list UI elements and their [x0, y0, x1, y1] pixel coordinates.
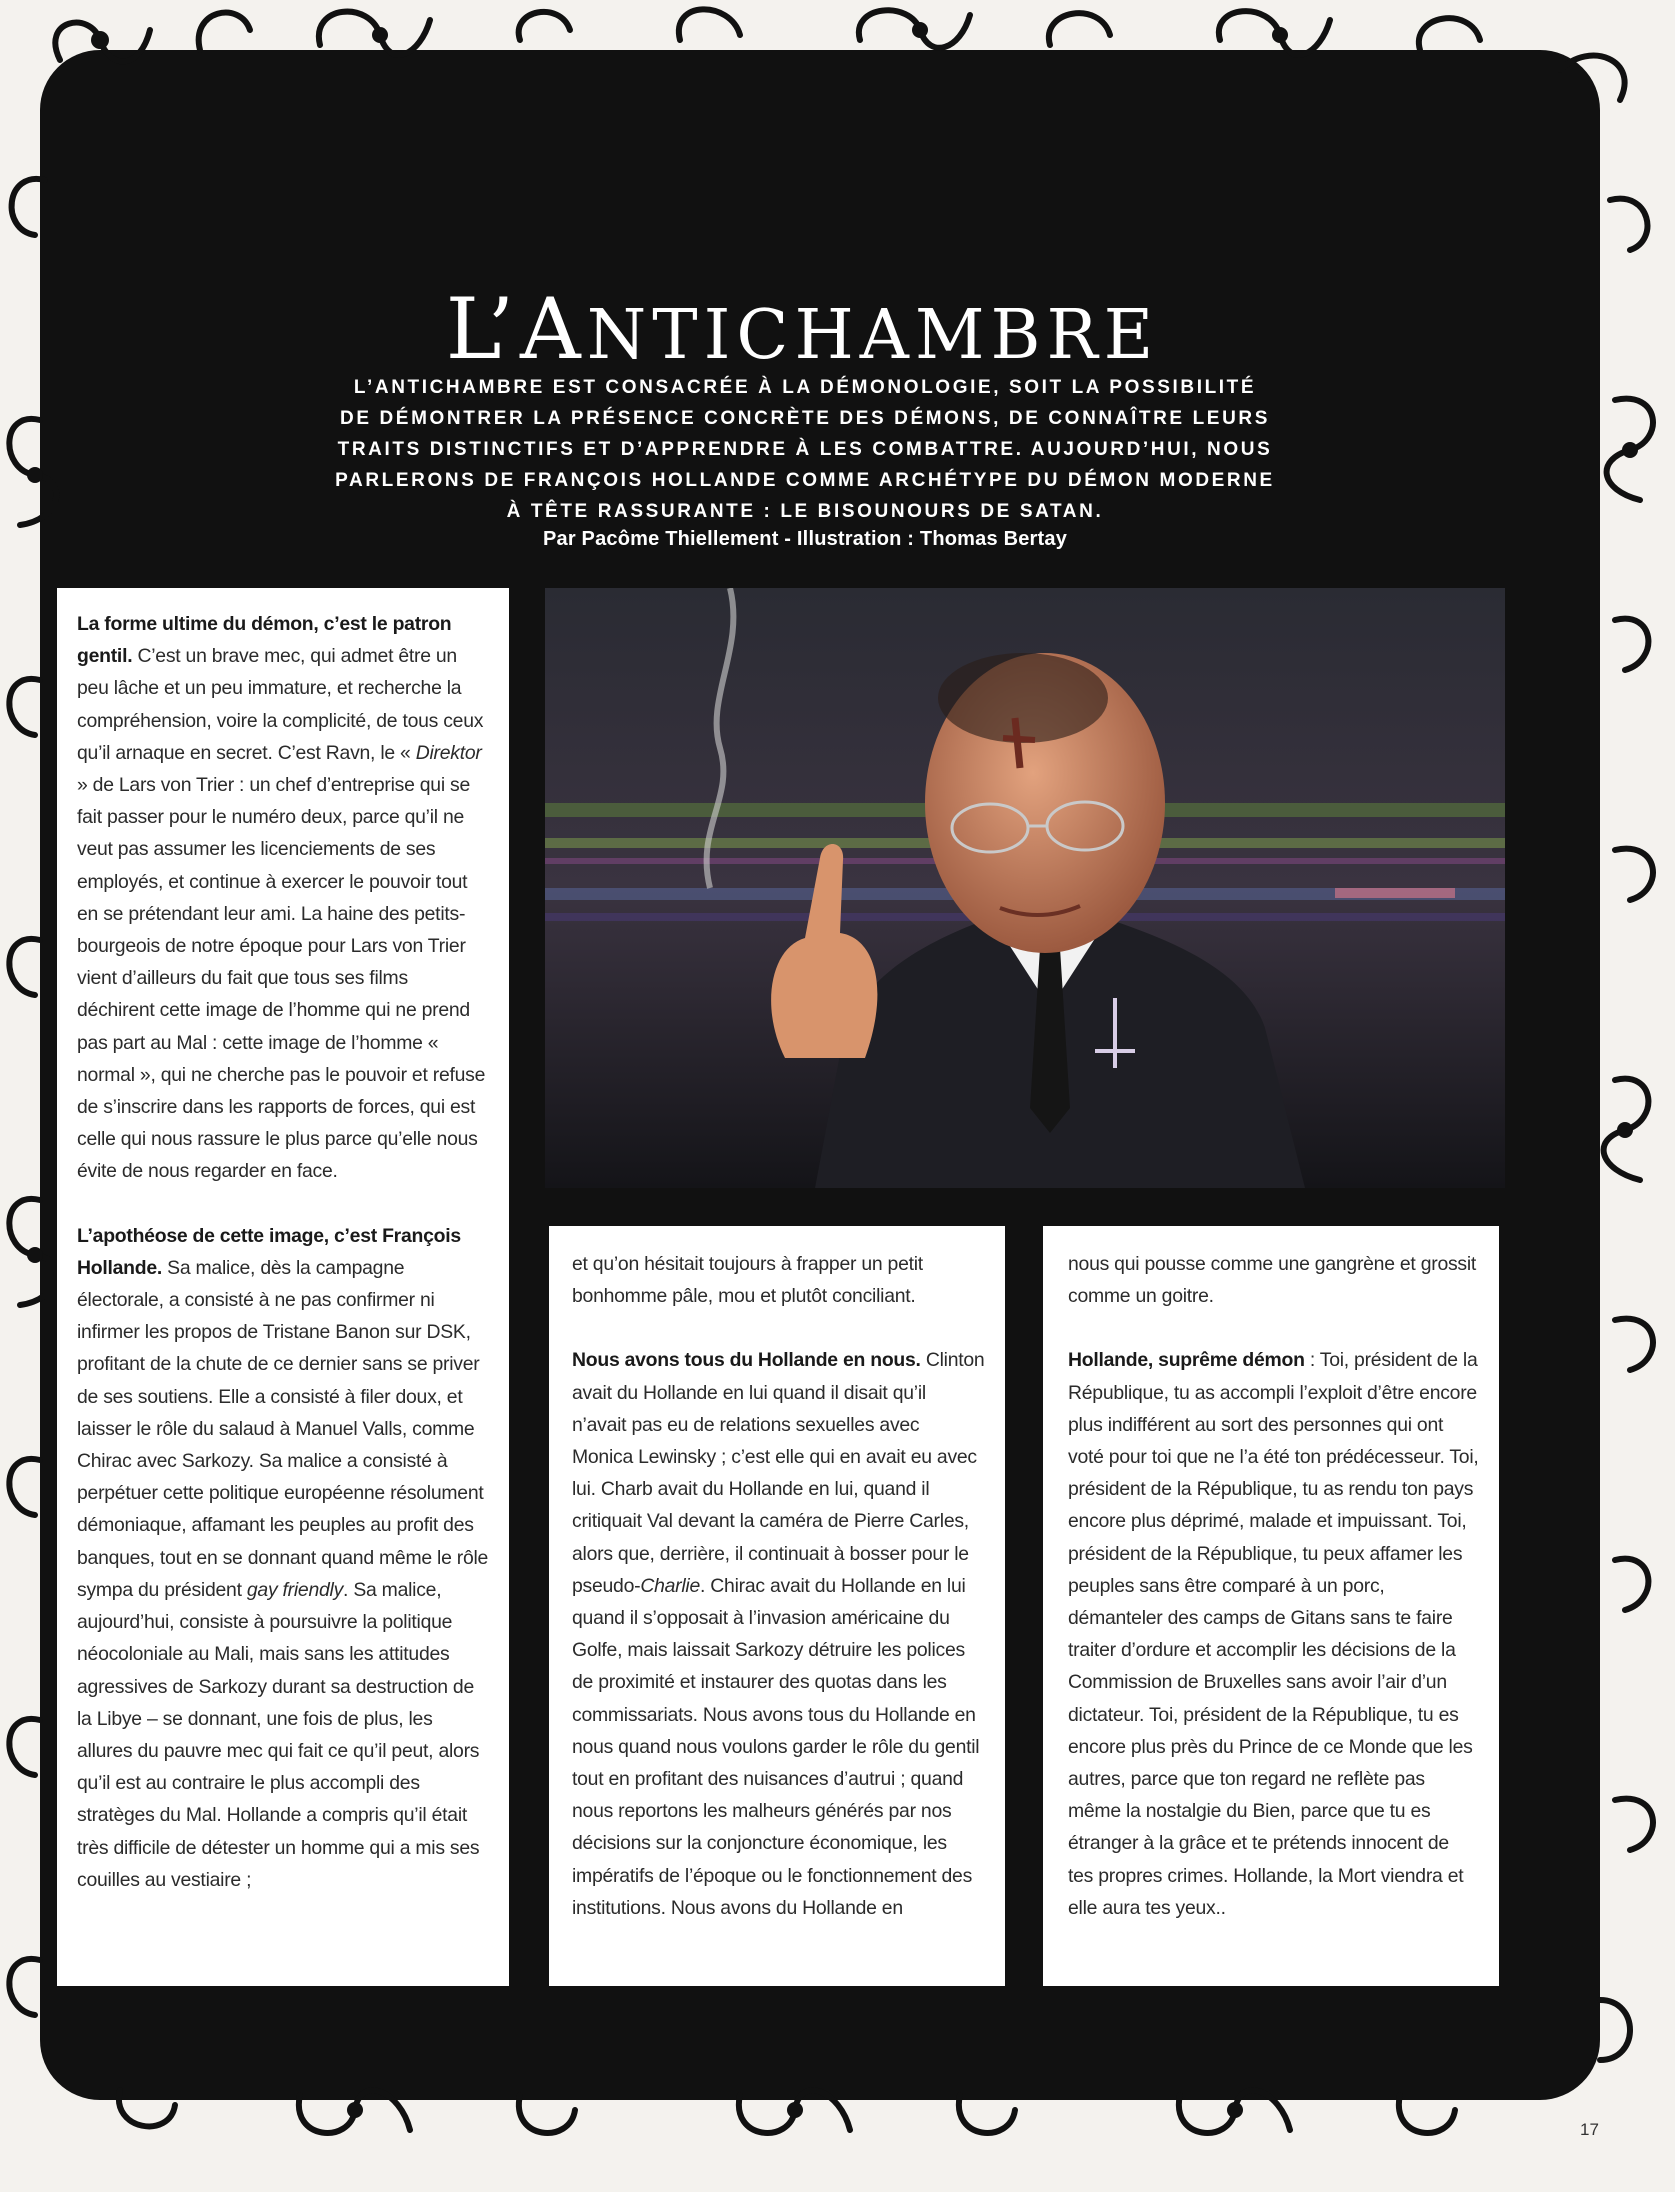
- paragraph: [1068, 1344, 1479, 1924]
- article-column-2: [549, 1226, 1005, 1986]
- deck-line: L’ANTICHAMBRE EST CONSACRÉE À LA DÉMONOLOGIE, SOIT LA POSSIBILITÉ: [353, 377, 1257, 398]
- paragraph: [572, 1344, 985, 1924]
- lead-in: L’apothéose de cette image, c’est François Hollande.: [77, 1224, 461, 1279]
- deck-line: À TÊTE RASSURANTE : LE BISOUNOURS DE SATAN.: [506, 501, 1104, 522]
- body-text: Clinton avait du Hollande en lui quand il disait qu’il n’avait pas eu de relations sexuelles avec Monica Lewinsky ; c’est elle qui en avait eu avec lui. Charb avait du Hollande en lui, quand il critiquait Val devant la caméra de Pierre Carles, alors que, derrière, il continuait à bosser pour le pseudo-: [572, 1349, 985, 1597]
- page-title: L’ANTICHAMBRE: [445, 280, 1160, 378]
- body-text: . Chirac avait du Hollande en lui quand il s’opposait à l’invasion américaine du Golfe, mais laissait Sarkozy détruire les polices de proximité et instaurer des quotas dans les commissariats. Nous avons tous du Hollande en nous quand nous voulons garder le rôle du gentil tout en profitant des nuisances d’autrui ; quand nous reportons les malheurs générés par nos décisions sur la conjoncture économique, les impératifs de l’époque ou le fonctionnement des institutions. Nous avons du Hollande en: [572, 1574, 980, 1919]
- italic-text: Charlie: [640, 1574, 701, 1597]
- lead-in: La forme ultime du démon, c’est le patron gentil.: [77, 613, 452, 668]
- italic-text: gay friendly: [246, 1578, 344, 1601]
- article-column-1: [57, 588, 509, 1986]
- body-text: : Toi, président de la République, tu as accompli l’exploit d’être encore plus indifférent au sort des personnes qui ont voté pour toi que ne l’a été ton prédécesseur. Toi, président de la République, tu as rendu ton pays encore plus déprimé, malade et impuissant. Toi, président de la République, tu peux affamer les peuples sans être comparé à un porc, démanteler des camps de Gitans sans te faire traiter d’ordure et accomplir les décisions de la Commission de Bruxelles sans avoir l’air d’un dictateur. Toi, président de la République, tu es encore plus près du Prince de ce Monde que les autres, parce que ton regard ne reflète pas même la nostalgie du Bien, parce que tu es étranger à la grâce et te prétends innocent de tes propres crimes. Hollande, la Mort viendra et elle aura tes yeux..: [1068, 1349, 1479, 1919]
- page-number: 17: [1580, 2120, 1599, 2139]
- italic-text: Direktor: [415, 741, 482, 764]
- deck-line: TRAITS DISTINCTIFS ET D’APPRENDRE À LES COMBATTRE. AUJOURD’HUI, NOUS: [337, 439, 1273, 460]
- lead-in: Nous avons tous du Hollande en nous.: [572, 1349, 921, 1372]
- deck-intro: [270, 372, 1340, 527]
- deck-line: PARLERONS DE FRANÇOIS HOLLANDE COMME ARCHÉTYPE DU DÉMON MODERNE: [335, 470, 1275, 491]
- paragraph: [77, 1220, 489, 1896]
- hollande-illustration-icon: [545, 588, 1505, 1188]
- body-text: . Sa malice, aujourd’hui, consiste à poursuivre la politique néocoloniale au Mali, mais sans les attitudes agressives de Sarkozy durant sa destruction de la Libye – se donnant, une fois de plus, les allures du pauvre mec qui fait ce qu’il peut, alors qu’il est au contraire le plus accompli des stratèges du Mal. Hollande a compris qu’il était très difficile de détester un homme qui a mis ses couilles au vestiaire ;: [77, 1578, 480, 1891]
- body-text: Sa malice, dès la campagne électorale, a consisté à ne pas confirmer ni infirmer les propos de Tristane Banon sur DSK, profitant de la chute de ce dernier sans se priver de ses soutiens. Elle a consisté à filer doux, et laisser le rôle du salaud à Manuel Valls, comme Chirac avec Sarkozy. Sa malice a consisté à perpétuer cette politique européenne résolument démoniaque, affamant les peuples au profit des banques, tout en se donnant quand même le rôle sympa du président: [77, 1256, 489, 1601]
- paragraph: et qu’on hésitait toujours à frapper un petit bonhomme pâle, mou et plutôt conciliant.: [572, 1253, 923, 1308]
- paragraph: nous qui pousse comme une gangrène et grossit comme un goitre.: [1068, 1253, 1477, 1308]
- deck-line: DE DÉMONTRER LA PRÉSENCE CONCRÈTE DES DÉMONS, DE CONNAÎTRE LEURS: [340, 408, 1270, 429]
- body-text: » de Lars von Trier : un chef d’entreprise qui se fait passer pour le numéro deux, parce qu’il ne veut pas assumer les licenciements de ses employés, et continue à exercer le pouvoir tout en se prétendant leur ami. La haine des petits-bourgeois de notre époque pour Lars von Trier vient d’ailleurs du fait que tous ses films déchirent cette image de l’homme qui ne prend pas part au Mal : cette image de l’homme « normal », qui ne cherche pas le pouvoir et refuse de s’inscrire dans les rapports de forces, qui est celle qui nous rassure le plus parce qu’elle nous évite de nous regarder en face.: [77, 774, 486, 1183]
- body-text: C’est un brave mec, qui admet être un peu lâche et un peu immature, et recherche la compréhension, voire la complicité, de tous ceux qu’il arnaque en secret. C’est Ravn, le «: [77, 645, 484, 764]
- paragraph: [77, 608, 489, 1188]
- byline: Par Pacôme Thiellement - Illustration : Thomas Bertay: [542, 528, 1068, 550]
- article-column-3: [1043, 1226, 1499, 1986]
- lead-in: Hollande, suprême démon: [1068, 1349, 1305, 1372]
